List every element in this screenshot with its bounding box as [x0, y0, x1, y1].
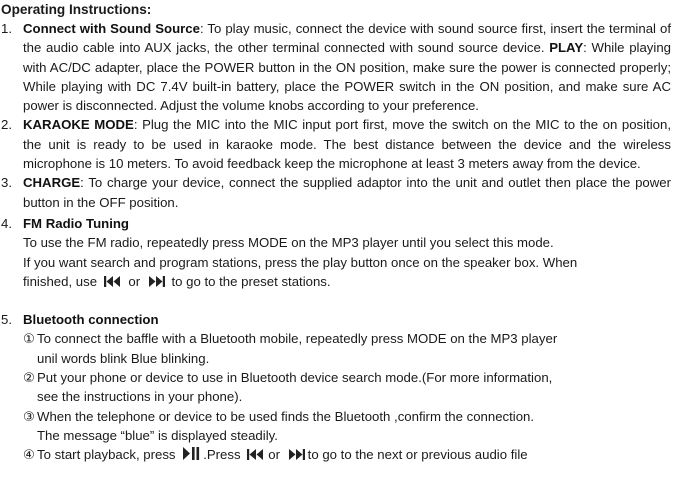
step-or-text: or [268, 447, 280, 463]
page-title: Operating Instructions: [1, 2, 152, 17]
step-text-a: To start playback, press [37, 447, 176, 463]
item-body [23, 19, 671, 115]
instruction-item-3 [1, 173, 671, 212]
instruction-item-2 [1, 115, 671, 173]
bt-step-1 [23, 329, 671, 368]
fm-line-1: To use the FM radio, repeatedly press MODE on the MP3 player until you select this mode. [23, 235, 554, 251]
bt-heading: Bluetooth connection [23, 312, 159, 328]
item-label-play: PLAY [549, 40, 584, 56]
step-text-b: .Press [203, 447, 241, 463]
step-text [37, 445, 671, 464]
item-body [23, 173, 671, 212]
step-mark: ④ [23, 447, 35, 463]
step-line-a: To connect the baffle with a Bluetooth mobile, repeatedly press MODE on the MP3 player [37, 331, 558, 347]
step-text-c: to go to the next or previous audio file [307, 447, 528, 463]
step-mark: ③ [23, 408, 35, 424]
step-line-a: When the telephone or device to be used finds the Bluetooth ,confirm the connection. [37, 408, 535, 424]
previous-track-icon [246, 448, 266, 461]
step-line-a: Put your phone or device to use in Bluetooth device search mode.(For more information, [37, 370, 553, 386]
fm-or-text: or [128, 273, 141, 289]
item-text-play: : While playing with AC/DC adapter, place the POWER button in the ON position, make sure the power is connected properly; While playing with DC 7.4V built-in battery, place the POWER switch in the ON position, and make sure AC power is disconnected. Adjust the volume knobs according to your preference. [23, 40, 671, 114]
step-text [37, 368, 671, 407]
step-line-b: The message “blue” is displayed steadily. [37, 427, 278, 443]
bt-step-2 [23, 368, 671, 407]
step-line-b: see the instructions in your phone). [37, 389, 243, 405]
fm-section [1, 233, 671, 291]
bt-step-3 [23, 407, 671, 446]
next-track-icon [286, 448, 306, 461]
fm-heading: FM Radio Tuning [23, 215, 129, 231]
item-text: : To charge your device, connect the supplied adaptor into the unit and outlet then place the power button in the OFF position. [23, 175, 671, 210]
item-number: 5. [1, 312, 12, 328]
next-track-icon [146, 275, 166, 288]
item-number: 3. [1, 175, 12, 191]
step-mark: ① [23, 331, 35, 347]
fm-line-3-text: finished, use [23, 273, 98, 289]
play-pause-icon [181, 446, 201, 461]
instruction-item-4 [1, 214, 671, 233]
item-body [23, 214, 671, 233]
step-text [37, 407, 671, 446]
item-number: 2. [1, 117, 12, 133]
previous-track-icon [103, 275, 123, 288]
fm-line-2: If you want search and program stations, press the play button once on the speaker box. When [23, 254, 578, 270]
item-number: 1. [1, 21, 12, 36]
fm-line-3-end: to go to the preset stations. [171, 273, 331, 289]
item-text: : Plug the MIC into the MIC input port first, move the switch on the MIC to the on position, the unit is ready to be used in karaoke mode. The best distance between the device and the wireless microphone is 10 meters. To avoid feedback keep the microphone at least 3 meters away from the device. [23, 117, 671, 172]
item-number: 4. [1, 215, 12, 231]
fm-line-3 [23, 272, 671, 291]
item-text: : To play music, connect the device with sound source first, insert the terminal of the audio cable into AUX jacks, the other terminal connected with sound source device. [23, 21, 671, 56]
bt-step-4 [23, 445, 671, 464]
item-label: KARAOKE MODE [23, 117, 134, 133]
spacer [1, 291, 671, 310]
item-body [23, 115, 671, 173]
instruction-item-1 [1, 19, 671, 115]
step-line-b: unil words blink Blue blinking. [37, 350, 210, 366]
item-label: CHARGE [23, 175, 81, 191]
instruction-item-5 [1, 310, 671, 329]
item-body [23, 310, 671, 329]
item-label: Connect with Sound Source [23, 21, 200, 36]
bt-section [1, 329, 671, 464]
step-mark: ② [23, 370, 35, 386]
step-text [37, 329, 671, 368]
